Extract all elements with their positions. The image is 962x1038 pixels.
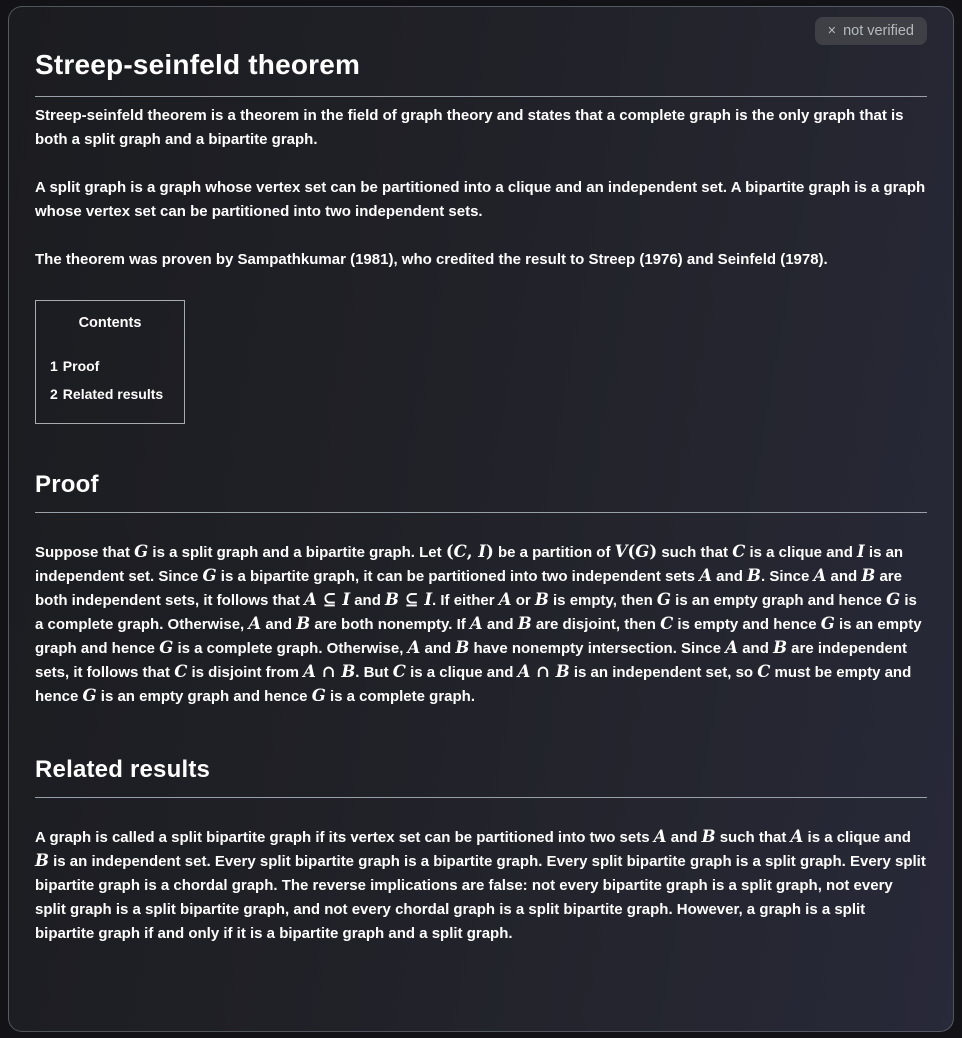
not-verified-badge[interactable]	[815, 17, 927, 45]
proof-divider	[35, 512, 927, 513]
math-variable: I	[857, 542, 865, 561]
math-variable: A	[248, 614, 262, 633]
related-results-paragraph: A graph is called a split bipartite graph if its vertex set can be partitioned into two sets A and B such that A is a clique and B is an independent set. Every split bipartite graph is a bipartite graph. Every split bipartite graph is a split graph. Every split bipartite graph is a chordal graph. The reverse implications are false: not every bipartite graph is a split graph, not every split graph is a split bipartite graph, and not every chordal graph is a split bipartite graph. However, a graph is a split bipartite graph if and only if it is a bipartite graph and a split graph.	[35, 827, 926, 942]
math-symbol: ⊆	[399, 590, 425, 609]
math-variable: C	[660, 614, 674, 633]
math-variable: B	[555, 662, 570, 681]
math-variable: A	[699, 566, 713, 585]
intro-paragraph-1: Streep-seinfeld theorem is a theorem in the field of graph theory and states that a complete graph is the only graph that is both a split graph and a bipartite graph.	[35, 107, 904, 148]
page-title: Streep-seinfeld theorem	[35, 49, 361, 80]
math-variable: B	[747, 566, 761, 585]
math-variable: B	[861, 566, 876, 585]
math-variable: B	[455, 638, 470, 657]
math-variable: C	[453, 542, 467, 561]
math-variable: I	[478, 542, 486, 561]
math-variable: A	[498, 590, 512, 609]
toc-item-proof[interactable]	[50, 359, 170, 373]
math-variable: C	[757, 662, 771, 681]
math-variable: C	[174, 662, 188, 681]
toc-title: Contents	[78, 315, 142, 331]
math-symbol: (	[627, 542, 636, 561]
toc-item-label: Related results	[62, 386, 164, 402]
math-variable: I	[342, 590, 351, 609]
math-variable: A	[517, 662, 531, 681]
not-verified-label: not verified	[843, 23, 914, 39]
math-variable: A	[813, 566, 827, 585]
math-variable: A	[469, 614, 483, 633]
math-variable: C	[392, 662, 406, 681]
math-variable: G	[820, 614, 835, 633]
section-heading-related-results: Related results	[35, 756, 211, 783]
math-variable: B	[385, 590, 399, 609]
math-variable: G	[886, 590, 901, 609]
math-variable: B	[35, 851, 49, 870]
math-variable: B	[773, 638, 788, 657]
close-x-icon: ×	[827, 23, 837, 39]
intro-paragraph-2: A split graph is a graph whose vertex set can be partitioned into a clique and an independent set. A bipartite graph is a graph whose vertex set can be partitioned into two independent sets.	[35, 179, 926, 220]
math-variable: B	[701, 827, 716, 846]
math-variable: B	[517, 614, 532, 633]
toc-item-related-results[interactable]	[50, 387, 170, 401]
math-variable: G	[134, 542, 149, 561]
math-variable: G	[202, 566, 217, 585]
math-variable: B	[341, 662, 356, 681]
toc-item-number: 1	[50, 358, 58, 374]
math-variable: A	[303, 662, 316, 681]
math-variable: I	[424, 590, 433, 609]
math-symbol: ∩	[530, 662, 556, 681]
toc-item-number: 2	[50, 386, 58, 402]
table-of-contents	[35, 300, 185, 424]
math-variable: A	[653, 827, 667, 846]
math-symbol: )	[649, 542, 658, 561]
math-symbol: (	[445, 542, 454, 561]
math-variable: V	[614, 542, 628, 561]
proof-paragraph: Suppose that G is a split graph and a bipartite graph. Let (C, I) be a partition of V(G) such that C is a clique and I is an independent set. Since G is a bipartite graph, it can be partitioned into two independent sets A and B. Since A and B are both independent sets, it follows that A ⊆ I and B ⊆ I. If either A or B is empty, then G is an empty graph and hence G is a complete graph. Otherwise, A and B are both nonempty. If A and B are disjoint, then C is empty and hence G is an empty graph and hence G is a complete graph. Otherwise, A and B have nonempty intersection. Since A and B are independent sets, it follows that C is disjoint from A ∩ B. But C is a clique and A ∩ B is an independent set, so C must be empty and hence G is an empty graph and hence G is a complete graph.	[35, 542, 922, 705]
math-symbol: ,	[466, 542, 479, 561]
math-variable: G	[635, 542, 650, 561]
article-card	[8, 6, 954, 1032]
section-heading-proof: Proof	[35, 471, 99, 498]
math-variable: G	[311, 686, 326, 705]
math-variable: A	[407, 638, 421, 657]
math-symbol: )	[485, 542, 494, 561]
math-variable: G	[656, 590, 672, 609]
title-divider	[35, 96, 927, 97]
math-symbol: ⊆	[316, 590, 343, 609]
math-variable: A	[725, 638, 739, 657]
math-variable: A	[304, 590, 317, 609]
math-variable: G	[159, 638, 174, 657]
math-variable: G	[82, 686, 97, 705]
toc-item-label: Proof	[62, 358, 100, 374]
intro-paragraph-3: The theorem was proven by Sampathkumar (1981), who credited the result to Streep (1976) and Seinfeld (1978).	[35, 251, 828, 268]
math-variable: B	[296, 614, 311, 633]
math-variable: B	[534, 590, 549, 609]
related-results-divider	[35, 797, 927, 798]
math-variable: A	[790, 827, 804, 846]
math-symbol: ∩	[315, 662, 342, 681]
math-variable: C	[732, 542, 746, 561]
